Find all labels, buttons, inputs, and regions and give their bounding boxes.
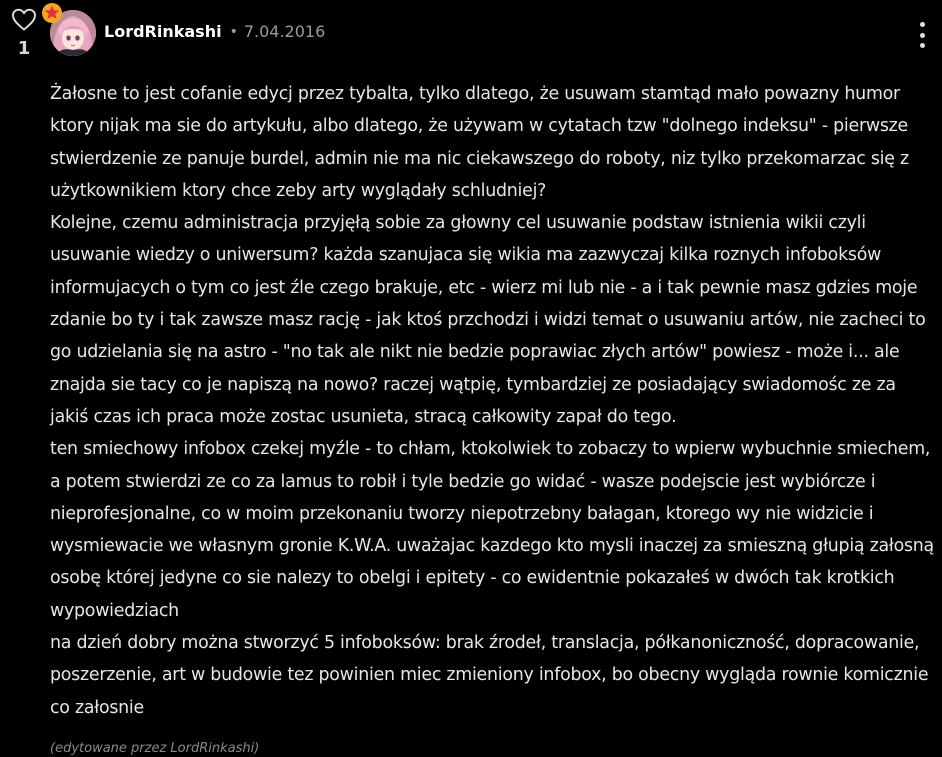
comment-body	[50, 78, 935, 724]
more-vertical-icon	[920, 22, 925, 27]
edited-note: (edytowane przez LordRinkashi)	[50, 741, 260, 756]
like-count: 1	[17, 38, 31, 59]
more-options-button[interactable]	[914, 22, 930, 48]
comment-paragraph: ten smiechowy infobox czekej myźle - to chłam, ktokolwiek to zobaczy to wpierw wybuchnie smiechem, a potem stwierdzi ze co za lamus to robił i tyle bedzie go widać - wasze podejscie jest wybiórcze i nieprofesjonalne, co w moim przekonaniu tworzy niepotrzebny bałagan, ktorego wy nie widzicie i wysmiewacie we własnym gronie K.W.A. uważajac kazdego kto mysli inaczej za smieszną głupią załosną osobę której jedyne co sie nalezy to obelgi i epitety - co ewidentnie pokazałeś w dwóch tak krotkich wypowiedziach	[50, 439, 934, 621]
heart-outline-icon	[11, 8, 37, 32]
comment-date: 7.04.2016	[243, 22, 326, 41]
like-button[interactable]	[11, 8, 37, 32]
comment-paragraph: na dzień dobry można stworzyć 5 infoboksów: brak źrodeł, translacja, półkanoniczność, dopracowanie, poszerzenie, art w budowie tez powinien miec zmieniony infobox, bo obecny wygląda rownie komicznie co załosnie	[50, 633, 929, 718]
username-link[interactable]: LordRinkashi	[104, 22, 222, 41]
comment-paragraph: Kolejne, czemu administracja przyjęłą sobie za głowny cel usuwanie podstaw istnienia wikii czyli usuwanie wiedzy o uniwersum? każda szanujaca się wikia ma zazwyczaj kilka roznych infoboksów informujacych o tym co jest źle czego brakuje, etc - wierz mi lub nie - a i tak pewnie masz gdzies moje zdanie bo ty i tak zawsze masz rację - jak ktoś przchodzi i widzi temat o usuwaniu artów, nie zacheci to go udzielania się na astro - "no tak ale nikt nie bedzie poprawiac złych artów" powiesz - może i... ale znajda sie tacy co je napiszą na nowo? raczej wątpię, tymbardziej ze posiadający swiadomośc ze za jakiś czas ich praca może zostac usunieta, stracą całkowity zapał do tego.	[50, 213, 926, 427]
star-badge-icon	[41, 2, 63, 24]
avatar-container[interactable]	[50, 10, 96, 56]
more-vertical-icon-dot	[920, 33, 925, 38]
like-column	[10, 8, 38, 58]
meta-separator: •	[229, 24, 238, 40]
comment-paragraph: Żałosne to jest cofanie edycj przez tybalta, tylko dlatego, że usuwam stamtąd mało powazny humor ktory nijak ma sie do artykułu, albo dlatego, że używam w cytatach tzw "dolnego indeksu" - pierwsze stwierdzenie ze panuje burdel, admin nie ma nic ciekawszego do roboty, niz tylko przekomarzac się z użytkownikiem ktory chce zeby arty wyglądały schludniej?	[50, 84, 909, 201]
comment-meta	[104, 22, 325, 42]
more-vertical-icon-dot	[920, 43, 925, 48]
